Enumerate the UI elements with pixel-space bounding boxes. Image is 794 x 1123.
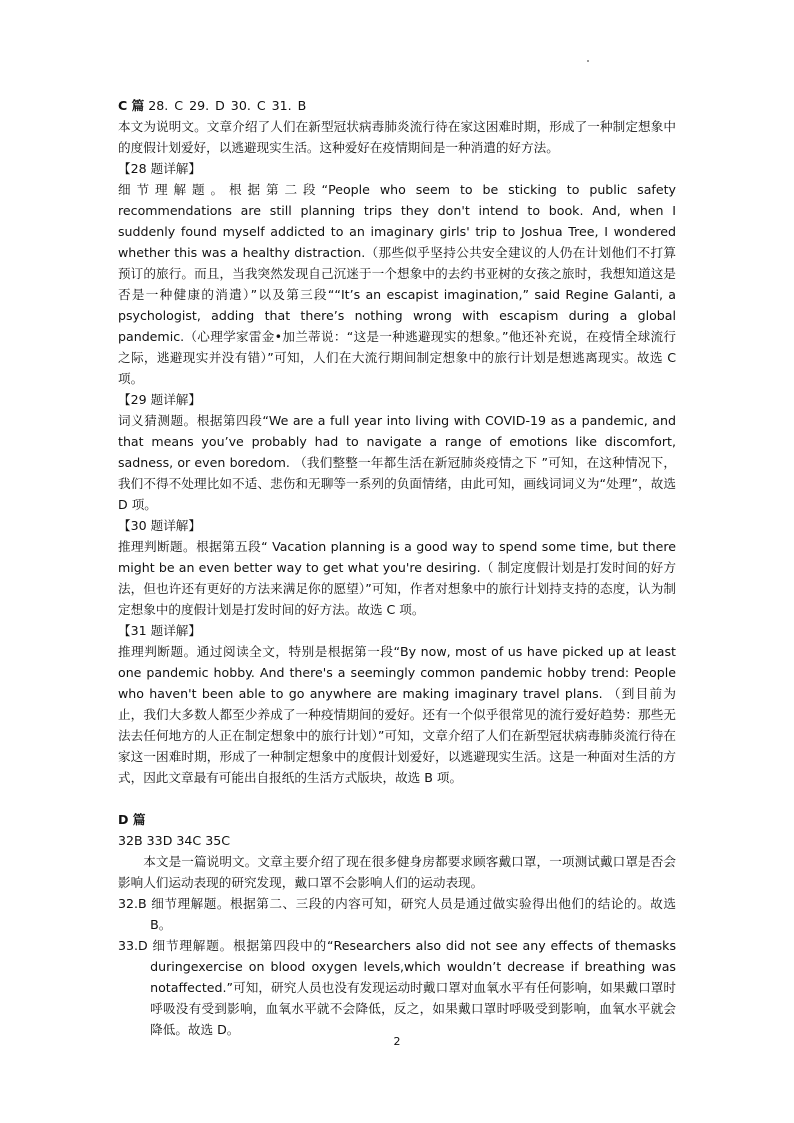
q32-explanation: 32.B 细节理解题。根据第二、三段的内容可知，研究人员是通过做实验得出他们的结论的。故选 B。 [118,896,676,932]
q30-explanation: 推理判断题。根据第五段“ Vacation planning is a good way to spend some time, but there might be an even better way to get what you're desiring.（ 制定度假计划是打发时间的好方法，但也许还有更好的方法来满足你的愿望）”可知，作者对想象中的旅行计划持支持的态度，认为制定想象中的度假计划是打发时间的好方法。故选 C 项。 [118,539,676,617]
q31-heading: 【31 题详解】 [118,623,201,638]
section-c-answers: 28. C 29. D 30. C 31. B [148,98,307,113]
section-d-summary: 本文是一篇说明文。文章主要介绍了现在很多健身房都要求顾客戴口罩，一项测试戴口罩是否会影响人们运动表现的研究发现，戴口罩不会影响人们的运动表现。 [118,854,676,890]
section-c-label: C 篇 [118,98,145,113]
section-c-summary: 本文为说明文。文章介绍了人们在新型冠状病毒肺炎流行待在家这困难时期，形成了一种制定想象中的度假计划爱好，以逃避现实生活。这种爱好在疫情期间是一种消遣的好方法。 [118,119,676,155]
section-gap [118,788,676,809]
section-d-answers: 32B 33D 34C 35C [118,833,231,848]
scan-dot [587,60,589,62]
q33-explanation: 33.D 细节理解题。根据第四段中的“Researchers also did not see any effects of themasks duringexercise on blood oxygen levels,which wouldn’t decrease if breathing was notaffected.”可知，研究人员也没有发现运动时戴口罩对血氧水平有任何影响，如果戴口罩时呼吸没有受到影响，血氧水平就不会降低，反之，如果戴口罩时呼吸受到影响，血氧水平就会降低。故选 D。 [118,938,676,1037]
q30-heading: 【30 题详解】 [118,518,201,533]
answer-document [118,95,676,1040]
page-number: 2 [393,1035,401,1048]
q29-explanation: 词义猜测题。根据第四段“We are a full year into living with COVID-19 as a pandemic, and that means you’ve probably had to navigate a range of emotions like discomfort, sadness, or even boredom. （我们整整一年都生活在新冠肺炎疫情之下 ”可知，在这种情况下，我们不得不处理比如不适、悲伤和无聊等一系列的负面情绪，由此可知，画线词词义为“处理”，故选 D 项。 [118,413,676,512]
q28-heading: 【28 题详解】 [118,161,201,176]
q28-explanation: 细节理解题。根据第二段“People who seem to be sticking to public safety recommendations are still planning trips they don't intend to book. And, when I suddenly found myself addicted to an imaginary girls' trip to Joshua Tree, I wondered whether this was a healthy distraction.（那些似乎坚持公共安全建议的人仍在计划他们不打算预订的旅行。而且，当我突然发现自己沉迷于一个想象中的去约书亚树的女孩之旅时，我想知道这是否是一种健康的消遣）”以及第三段““It’s an escapist imagination,” said Regine Galanti, a psychologist, adding that there’s nothing wrong with escapism during a global pandemic.（心理学家雷金•加兰蒂说：“这是一种逃避现实的想象。”他还补充说，在疫情全球流行之际，逃避现实并没有错）”可知，人们在大流行期间制定想象中的旅行计划是想逃离现实。故选 C 项。 [118,182,676,386]
section-d-label: D 篇 [118,812,146,827]
section-c-heading [118,95,676,116]
q31-explanation: 推理判断题。通过阅读全文，特别是根据第一段“By now, most of us have picked up at least one pandemic hobby. And there's a seemingly common pandemic hobby trend: People who haven't been able to go anywhere are making imaginary travel plans. （到目前为止，我们大多数人都至少养成了一种疫情期间的爱好。还有一个似乎很常见的流行爱好趋势：那些无法去任何地方的人正在制定想象中的旅行计划）”可知，文章介绍了人们在新型冠状病毒肺炎流行待在家这一困难时期，形成了一种制定想象中的度假计划爱好，以逃避现实生活。这是一种面对生活的方式，因此文章最有可能出自报纸的生活方式版块，故选 B 项。 [118,644,676,785]
q29-heading: 【29 题详解】 [118,392,201,407]
